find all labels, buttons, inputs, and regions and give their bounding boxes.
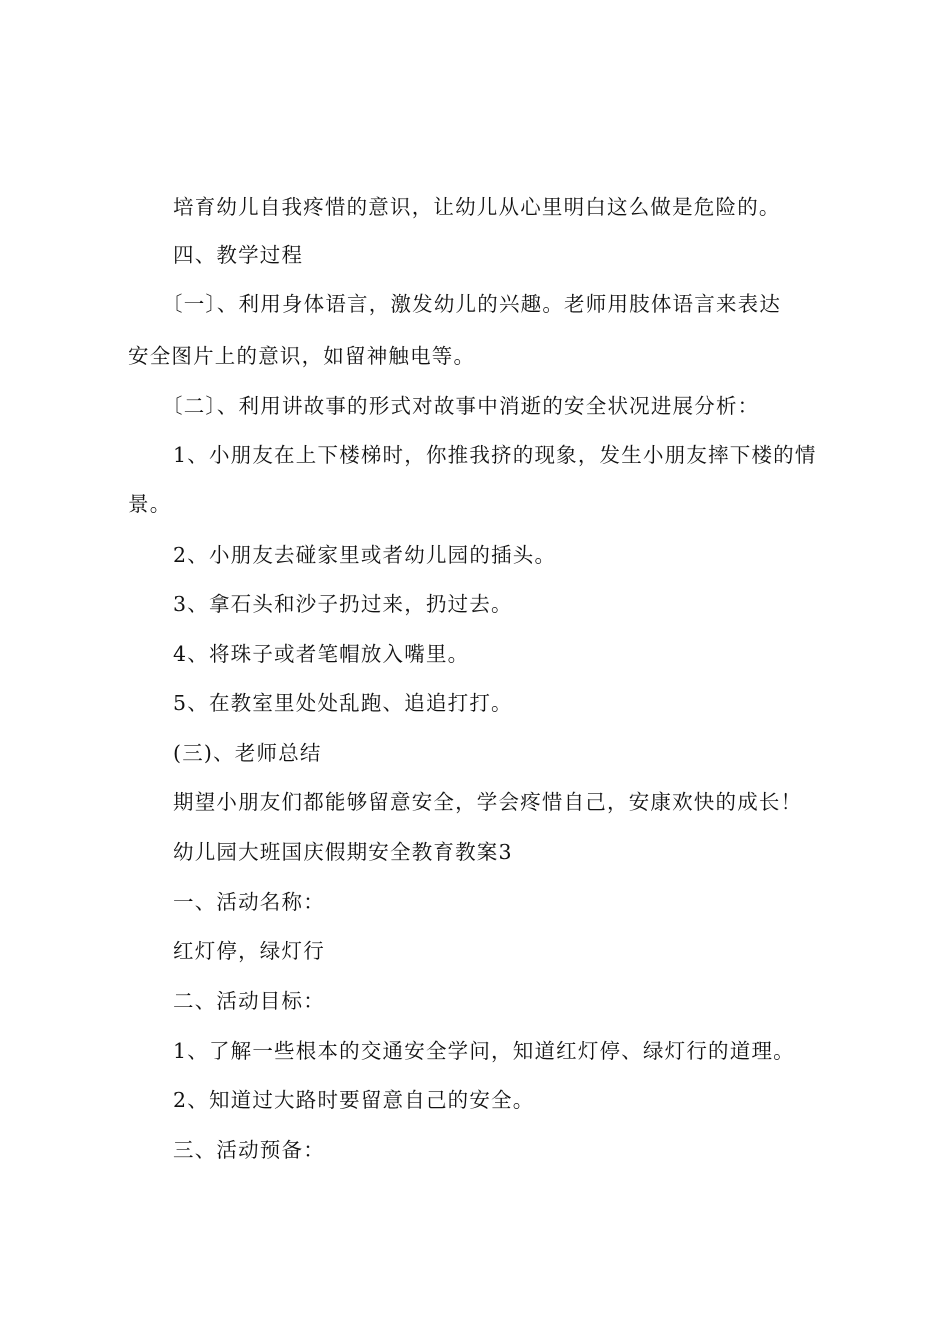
list-item: 5、在教室里处处乱跑、追追打打。 <box>173 691 513 715</box>
list-item: 2、知道过大路时要留意自己的安全。 <box>173 1088 535 1112</box>
section-heading: 三、活动预备： <box>173 1138 325 1162</box>
paragraph-line: 〔一〕、利用身体语言，激发幼儿的兴趣。老师用肢体语言来表达 <box>162 292 782 316</box>
paragraph-line: 培育幼儿自我疼惜的意识，让幼儿从心里明白这么做是危险的。 <box>173 195 781 219</box>
section-heading: 四、教学过程 <box>173 243 304 267</box>
paragraph-line: 景。 <box>128 492 172 516</box>
list-item: 4、将珠子或者笔帽放入嘴里。 <box>173 642 470 666</box>
paragraph-line: 红灯停，绿灯行 <box>173 939 325 963</box>
list-item: 1、了解一些根本的交通安全学问，知道红灯停、绿灯行的道理。 <box>173 1039 795 1063</box>
paragraph-line: 〔二〕、利用讲故事的形式对故事中消逝的安全状况进展分析： <box>162 394 760 418</box>
paragraph-line: 安全图片上的意识，如留神触电等。 <box>128 344 476 368</box>
paragraph-line: 期望小朋友们都能够留意安全，学会疼惜自己，安康欢快的成长！ <box>173 790 803 814</box>
section-heading: (三)、老师总结 <box>173 741 322 765</box>
list-item: 1、小朋友在上下楼梯时，你推我挤的现象，发生小朋友摔下楼的情 <box>173 443 817 467</box>
list-item: 2、小朋友去碰家里或者幼儿园的插头。 <box>173 543 557 567</box>
section-heading: 一、活动名称： <box>173 890 325 914</box>
section-heading: 二、活动目标： <box>173 989 325 1013</box>
list-item: 3、拿石头和沙子扔过来，扔过去。 <box>173 592 513 616</box>
document-title: 幼儿园大班国庆假期安全教育教案3 <box>173 840 513 864</box>
